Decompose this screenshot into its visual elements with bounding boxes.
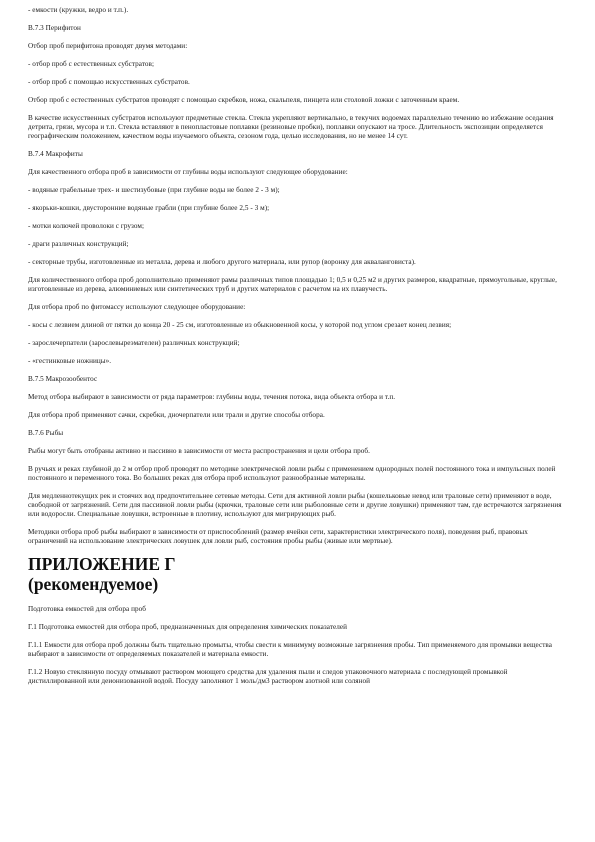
paragraph: Для качественного отбора проб в зависимости от глубины воды используют следующее оборудование: [28, 168, 348, 176]
paragraph: В качестве искусственных субстратов используют предметные стекла. Стекла укрепляют вертикально, в текучих водоемах параллельно течению во избежание оседания детрита, грязи, мусора и т.п. Стекла вставляют в пенопластовые поплавки (резиновые пробки), поплавки опускают на тросе. Длительность экспозиции определяется географическим положением, качеством воды изучаемого объекта, сезоном года, целью исследования, но не менее 14 сут. [28, 114, 554, 140]
section-heading-g1: Г.1 Подготовка емкостей для отбора проб, предназначенных для определения химических показателей [28, 623, 348, 631]
list-item: - зарослечерпатели (зарослевыреэмателеи) различных конструкций; [28, 339, 240, 347]
section-heading-fish: В.7.6 Рыбы [28, 429, 64, 437]
list-item: - «гестинковые ножницы». [28, 357, 112, 365]
paragraph: В ручьях и реках глубиной до 2 м отбор проб проводят по методике электрической ловли рыбы с применением однородных полей постоянного тока и импульсных полей постоянного и переменного тока. Во больших реках для отбора проб используют разнообразные материалы. [28, 465, 556, 482]
list-item: - драги различных конструкций; [28, 240, 129, 248]
list-item: - мотки колючей проволоки с грузом; [28, 222, 145, 230]
paragraph: Для отбора проб применяют сачки, скребки, дночерпатели или трали и другие способы отбора. [28, 411, 325, 419]
section-heading-periphyton: В.7.3 Перифитон [28, 24, 81, 32]
paragraph: Г.1.1 Емкости для отбора проб должны быть тщательно промыты, чтобы свести к минимуму возможные загрязнения пробы. Тип применяемого для промывки вещества выбирают в зависимости от определяемых показателей и материала емкости. [28, 641, 552, 658]
appendix-subtitle: Подготовка емкостей для отбора проб [28, 605, 146, 613]
list-item: - отбор проб с помощью искусственных субстратов. [28, 78, 190, 86]
appendix-title-line1: ПРИЛОЖЕНИЕ Г [28, 554, 176, 574]
paragraph: Отбор проб перифитона проводят двумя методами: [28, 42, 188, 50]
appendix-title [28, 554, 567, 594]
paragraph: Методики отбора проб рыбы выбирают в зависимости от приспособлений (размер ячейки сети, характеристики электрического поля), поведения рыб, правовых ограничений на использование электрических ловушек для ловли рыб, состояния пробы рыбы (живые или мертвые). [28, 528, 528, 545]
paragraph: Рыбы могут быть отобраны активно и пассивно в зависимости от места распространения и цели отбора проб. [28, 447, 370, 455]
paragraph: Для отбора проб по фитомассу используют следующее оборудование: [28, 303, 246, 311]
list-item: - водяные грабельные трех- и шестизубовые (при глубине воды не более 2 - 3 м); [28, 186, 280, 194]
paragraph: Для количественного отбора проб дополнительно применяют рамы различных типов площадью 1; 0,5 и 0,25 м2 и других размеров, квадратные, прямоугольные, круглые, изготовленные из дерева, алюминиевых или синтетических труб и других материалов с расчетом на их плавучесть. [28, 276, 557, 293]
appendix-title-line2: (рекомендуемое) [28, 574, 159, 594]
list-item-containers: - емкости (кружки, ведро и т.п.). [28, 6, 129, 14]
paragraph: Г.1.2 Новую стеклянную посуду отмывают раствором моющего средства для удаления пыли и следов упаковочного материала с последующей промывкой дистиллированной или деионизованной водой. Посуду заполняют 1 моль/дм3 раствором азотной или соляной [28, 668, 508, 685]
paragraph: Отбор проб с естественных субстратов проводят с помощью скребков, ножа, скальпеля, пинцета или столовой ложки с заточенным краем. [28, 96, 460, 104]
paragraph: Метод отбора выбирают в зависимости от ряда параметров: глубины воды, течения потока, вида объекта отбора и т.п. [28, 393, 396, 401]
list-item: - секторные трубы, изготовленные из металла, дерева и любого другого материала, или рупор (воронку для акваланговиста). [28, 258, 416, 266]
section-heading-macrophytes: В.7.4 Макрофиты [28, 150, 83, 158]
list-item: - якорьки-кошки, двусторонние водяные грабли (при глубине более 2,5 - 3 м); [28, 204, 270, 212]
paragraph: Для медленнотекущих рек и стоячих вод предпочтительнее сетевые методы. Сети для активной ловли рыбы (кошельковые невод или траловые сети) применяют в воде, свободной от загрязнений. Сети для пассивной ловли рыбы (крючки, траловые сети или рыболовные сети и другие ловушки) применяют там, где встречаются загрязнения или водоросли. Специальные ловушки, встроенные в плотину, используют для мигрирующих рыб. [28, 492, 562, 518]
section-heading-macrozoobenthos: В.7.5 Макрозообентос [28, 375, 98, 383]
list-item: - отбор проб с естественных субстратов; [28, 60, 155, 68]
list-item: - косы с лезвием длиной от пятки до конца 20 - 25 см, изготовленные из обыкновенной косы, у которой под углом срезает конец лезвия; [28, 321, 452, 329]
